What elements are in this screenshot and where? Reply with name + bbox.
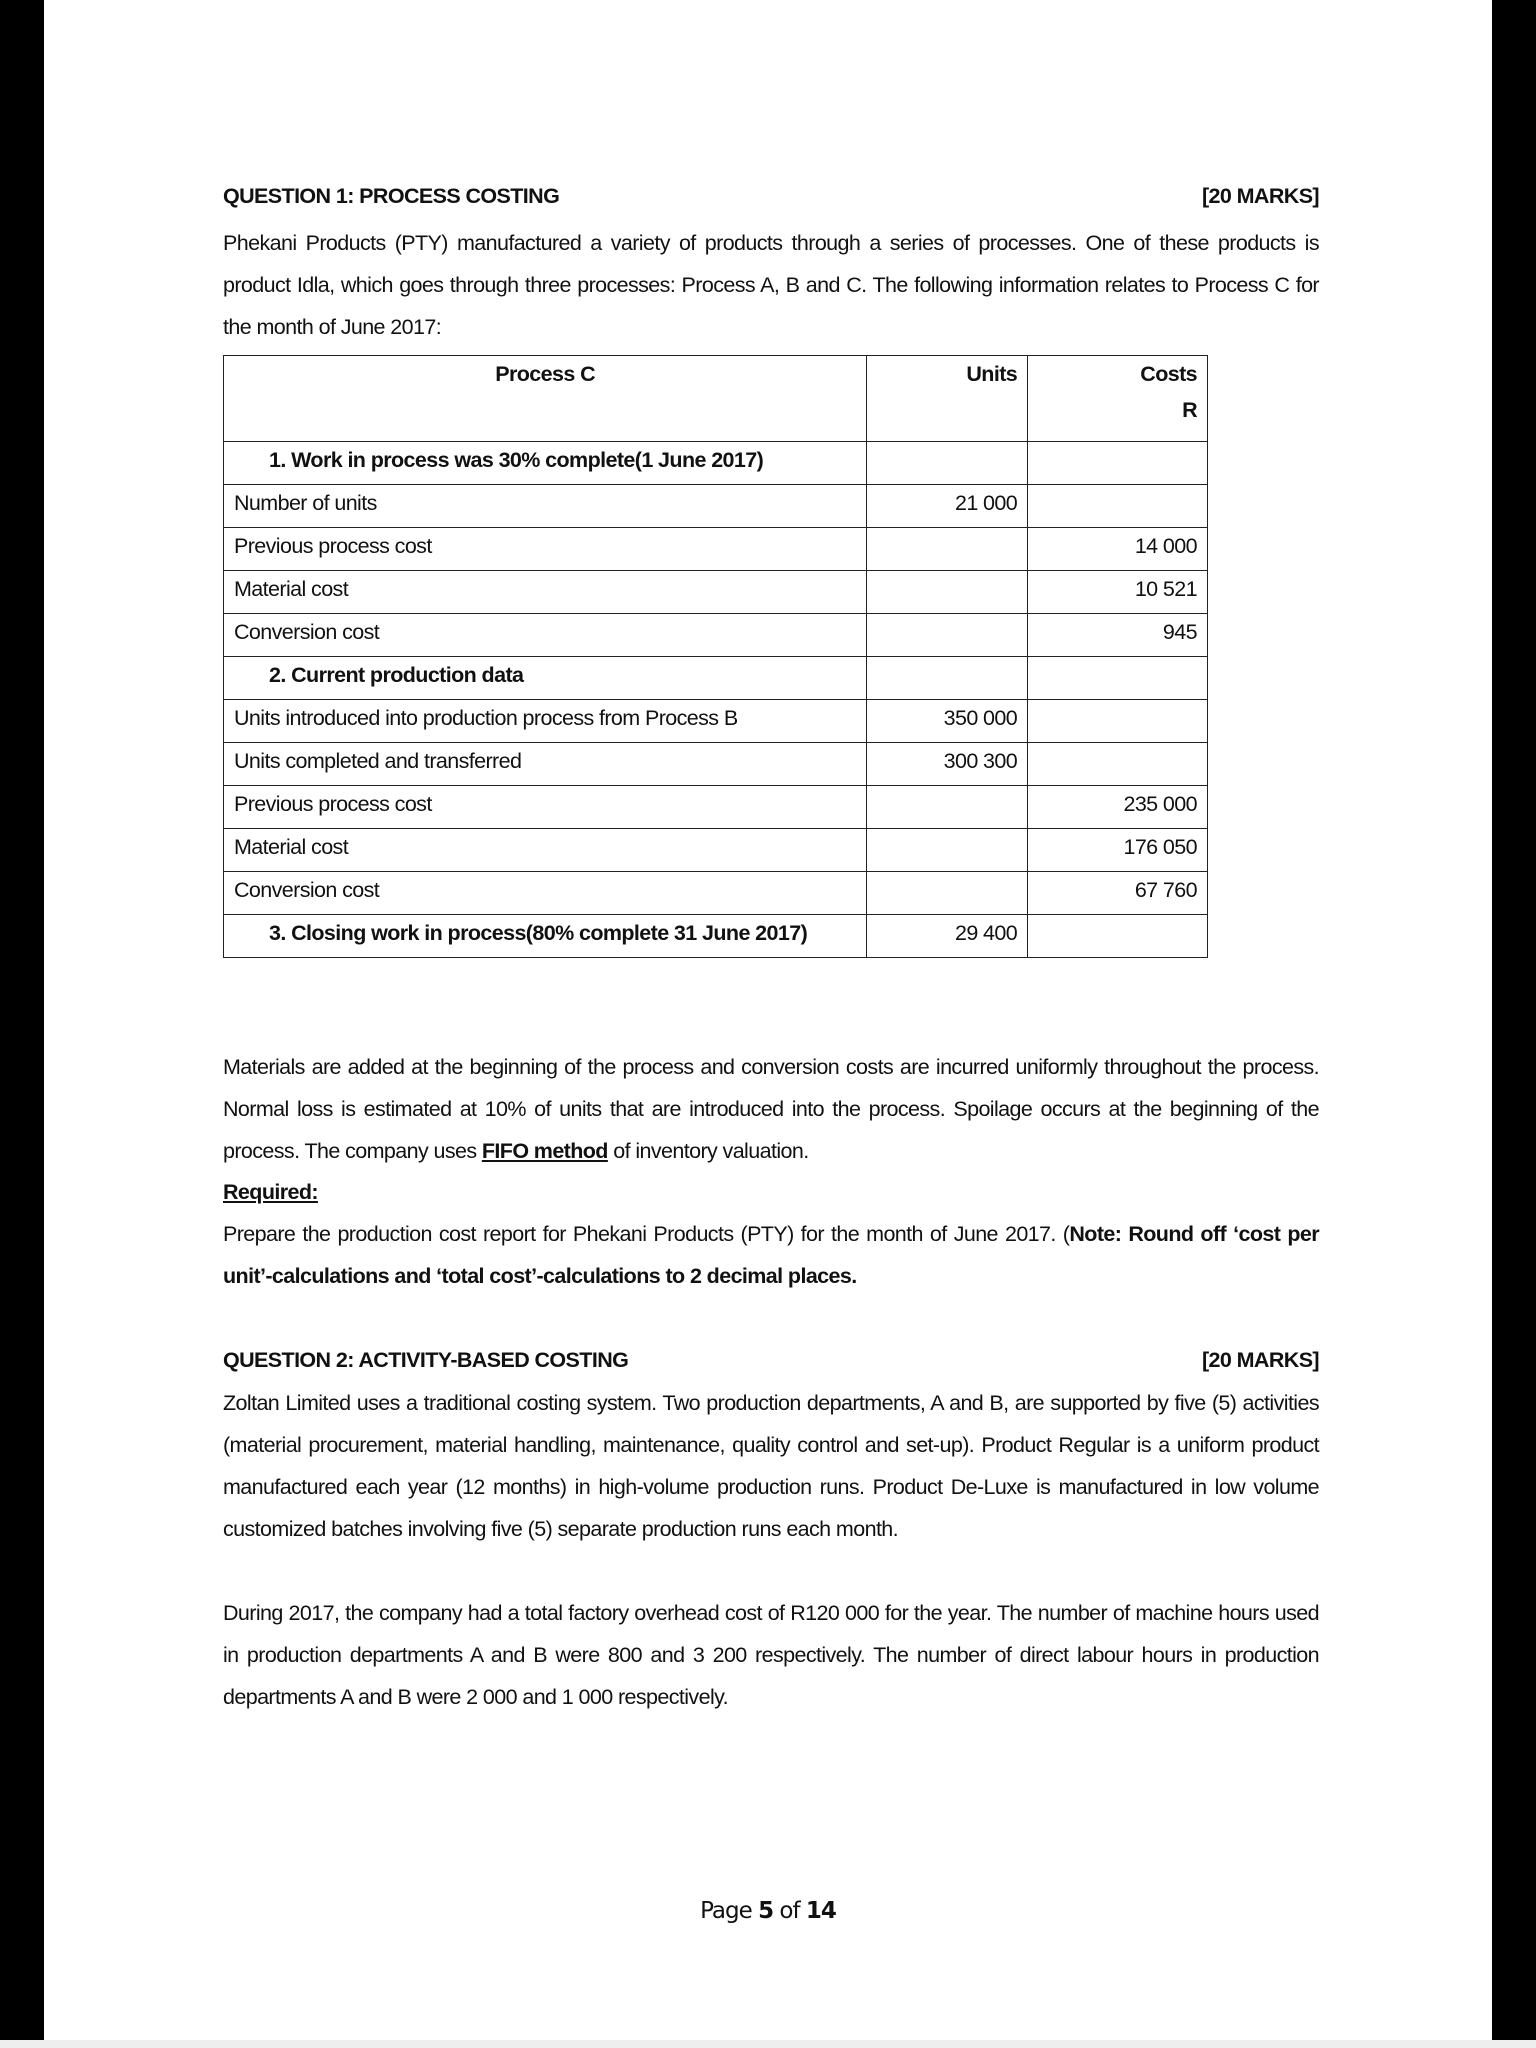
cell-costs: 945 bbox=[1028, 614, 1208, 657]
cell-costs bbox=[1028, 657, 1208, 700]
cell-costs: 176 050 bbox=[1028, 829, 1208, 872]
footer-page-number: 5 bbox=[758, 1898, 774, 1924]
required-text bbox=[223, 1213, 1319, 1297]
footer-total-pages: 14 bbox=[805, 1898, 836, 1924]
q2-marks: [20 MARKS] bbox=[1201, 1348, 1319, 1372]
header-units: Units bbox=[867, 356, 1028, 442]
table-row bbox=[224, 829, 1208, 872]
cell-units bbox=[867, 442, 1028, 485]
cell-costs: 235 000 bbox=[1028, 786, 1208, 829]
table-row bbox=[224, 614, 1208, 657]
table-row bbox=[224, 915, 1208, 958]
cell-costs bbox=[1028, 743, 1208, 786]
cell-label: Conversion cost bbox=[224, 872, 867, 915]
cell-costs bbox=[1028, 485, 1208, 528]
notes-text-end: of inventory valuation. bbox=[607, 1139, 809, 1163]
cell-units bbox=[867, 829, 1028, 872]
q1-title: QUESTION 1: PROCESS COSTING bbox=[223, 184, 560, 208]
header-costs bbox=[1028, 356, 1208, 442]
required-label: Required: bbox=[223, 1180, 318, 1204]
cell-label: Units completed and transferred bbox=[224, 743, 867, 786]
q2-para2: During 2017, the company had a total factory overhead cost of R120 000 for the year. The number of machine hours used in production departments A and B were 800 and 3 200 respectively. The number of direct labour hours in production departments A and B were 2 000 and 1 000 respectively. bbox=[223, 1601, 1319, 1709]
table-row bbox=[224, 571, 1208, 614]
cell-units: 300 300 bbox=[867, 743, 1028, 786]
footer-of: of bbox=[773, 1898, 806, 1924]
q1-notes bbox=[223, 1046, 1319, 1172]
table-row bbox=[224, 485, 1208, 528]
table-row bbox=[224, 786, 1208, 829]
cell-units bbox=[867, 571, 1028, 614]
cell-units bbox=[867, 528, 1028, 571]
footer-prefix: Page bbox=[700, 1898, 759, 1924]
cell-label: Material cost bbox=[224, 571, 867, 614]
cell-label: 1. Work in process was 30% complete(1 June 2017) bbox=[224, 442, 867, 485]
document-page bbox=[44, 0, 1492, 2040]
cell-units: 21 000 bbox=[867, 485, 1028, 528]
cell-costs bbox=[1028, 915, 1208, 958]
cell-label: Conversion cost bbox=[224, 614, 867, 657]
required-body: Prepare the production cost report for Phekani Products (PTY) for the month of June 2017. ( bbox=[223, 1222, 1070, 1246]
cell-costs bbox=[1028, 700, 1208, 743]
q2-heading bbox=[223, 1348, 1319, 1373]
cell-units: 29 400 bbox=[867, 915, 1028, 958]
cell-label: 3. Closing work in process(80% complete 31 June 2017) bbox=[224, 915, 867, 958]
table-row bbox=[224, 743, 1208, 786]
bottom-strip bbox=[0, 2040, 1536, 2048]
cell-label: Previous process cost bbox=[224, 528, 867, 571]
q1-heading bbox=[223, 184, 1319, 209]
cell-units bbox=[867, 786, 1028, 829]
header-process: Process C bbox=[224, 356, 867, 442]
cell-label: 2. Current production data bbox=[224, 657, 867, 700]
header-costs-label: Costs bbox=[1140, 362, 1197, 386]
table-row bbox=[224, 528, 1208, 571]
cell-costs bbox=[1028, 442, 1208, 485]
header-currency: R bbox=[1182, 398, 1197, 422]
q1-marks: [20 MARKS] bbox=[1201, 184, 1319, 208]
process-c-table bbox=[223, 355, 1208, 958]
table-row bbox=[224, 442, 1208, 485]
table-row bbox=[224, 700, 1208, 743]
page-footer bbox=[44, 1898, 1492, 1924]
cell-units bbox=[867, 657, 1028, 700]
fifo-emphasis: FIFO method bbox=[481, 1139, 608, 1163]
cell-units: 350 000 bbox=[867, 700, 1028, 743]
q2-title: QUESTION 2: ACTIVITY-BASED COSTING bbox=[223, 1348, 629, 1372]
cell-units bbox=[867, 614, 1028, 657]
cell-label: Units introduced into production process from Process B bbox=[224, 700, 867, 743]
cell-costs: 10 521 bbox=[1028, 571, 1208, 614]
q2-para1: Zoltan Limited uses a traditional costing system. Two production departments, A and B, are supported by five (5) activities (material procurement, material handling, maintenance, quality control and set-up). Product Regular is a uniform product manufactured each year (12 months) in high-volume production runs. Product De-Luxe is manufactured in low volume customized batches involving five (5) separate production runs each month. bbox=[223, 1391, 1319, 1541]
cell-label: Number of units bbox=[224, 485, 867, 528]
table-row bbox=[224, 657, 1208, 700]
cell-units bbox=[867, 872, 1028, 915]
required-note: Note: Round off ‘cost per unit’-calculations and ‘total cost’-calculations to 2 decimal places. bbox=[223, 1222, 1319, 1288]
cell-label: Previous process cost bbox=[224, 786, 867, 829]
cell-label: Material cost bbox=[224, 829, 867, 872]
table-header-row bbox=[224, 356, 1208, 442]
table-row bbox=[224, 872, 1208, 915]
cell-costs: 14 000 bbox=[1028, 528, 1208, 571]
q1-intro: Phekani Products (PTY) manufactured a variety of products through a series of processes. One of these products is product Idla, which goes through three processes: Process A, B and C. The following information relates to Process C for the month of June 2017: bbox=[223, 231, 1319, 339]
notes-text: Materials are added at the beginning of the process and conversion costs are incurred uniformly throughout the process. Normal loss is estimated at 10% of units that are introduced into the process. Spoilage occurs at the beginning of the process. The company uses bbox=[223, 1055, 1319, 1163]
cell-costs: 67 760 bbox=[1028, 872, 1208, 915]
